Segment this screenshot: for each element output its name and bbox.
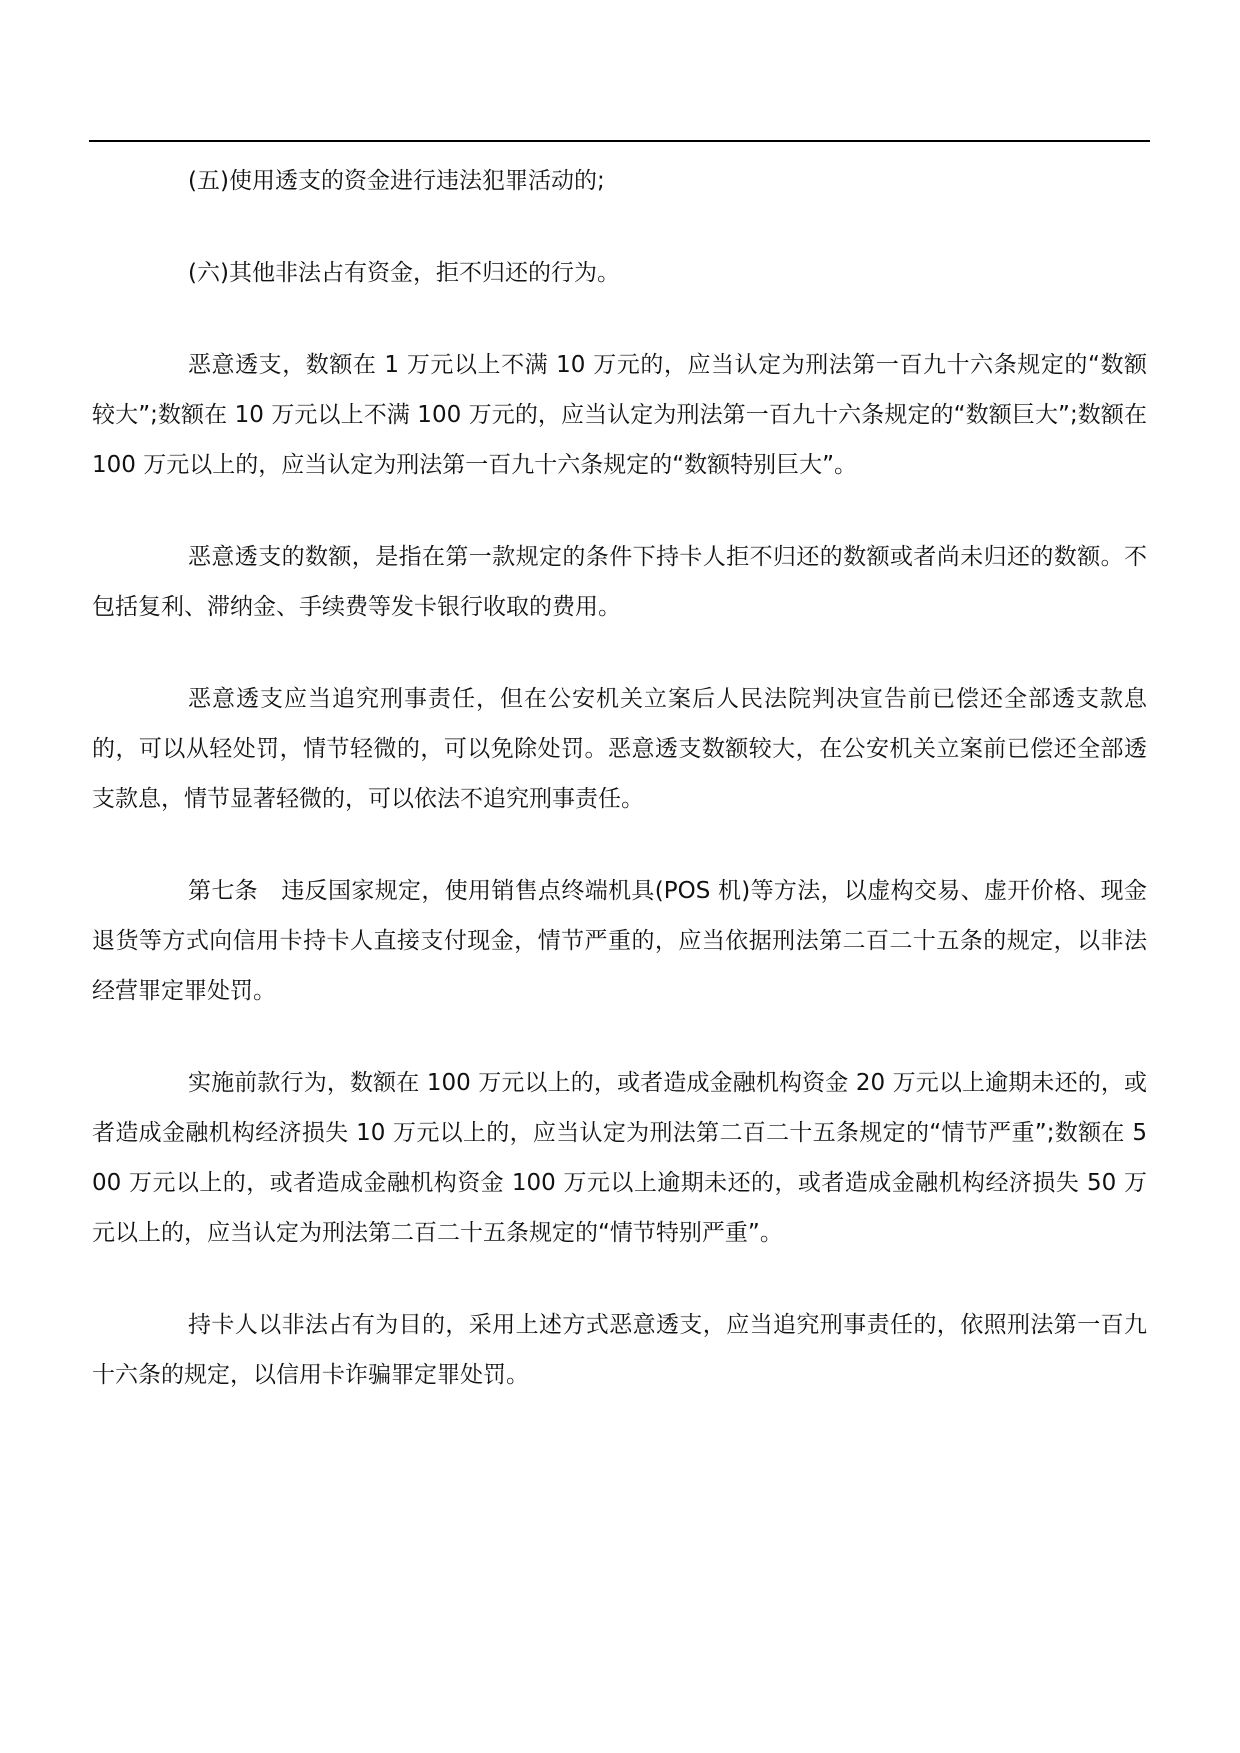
paragraph-item-6: (六)其他非法占有资金，拒不归还的行为。 <box>188 260 620 286</box>
paragraph-overdraft-thresholds: 恶意透支，数额在 1 万元以上不满 10 万元的，应当认定为刑法第一百九十六条规定的“数额较大”;数额在 10 万元以上不满 100 万元的，应当认定为刑法第一百九十六条规定的“数额巨大”;数额在 100 万元以上的，应当认定为刑法第一百九十六条规定的“数额特别巨大”。 <box>92 352 1147 478</box>
paragraph-item-5: (五)使用透支的资金进行违法犯罪活动的; <box>188 168 605 194</box>
header-rule <box>89 140 1150 142</box>
paragraph-credit-card-fraud: 持卡人以非法占有为目的，采用上述方式恶意透支，应当追究刑事责任的，依照刑法第一百九十六条的规定，以信用卡诈骗罪定罪处罚。 <box>92 1312 1147 1388</box>
paragraph-overdraft-amount-definition: 恶意透支的数额，是指在第一款规定的条件下持卡人拒不归还的数额或者尚未归还的数额。不包括复利、滞纳金、手续费等发卡银行收取的费用。 <box>92 544 1147 620</box>
paragraph-serious-circumstances: 实施前款行为，数额在 100 万元以上的，或者造成金融机构资金 20 万元以上逾期未还的，或者造成金融机构经济损失 10 万元以上的，应当认定为刑法第二百二十五条规定的“情节严重”;数额在 500 万元以上的，或者造成金融机构资金 100 万元以上逾期未还的，或者造成金融机构经济损失 50 万元以上的，应当认定为刑法第二百二十五条规定的“情节特别严重”。 <box>92 1070 1147 1246</box>
paragraph-article-seven: 第七条 违反国家规定，使用销售点终端机具(POS 机)等方法，以虚构交易、虚开价格、现金退货等方式向信用卡持卡人直接支付现金，情节严重的，应当依据刑法第二百二十五条的规定，以非法经营罪定罪处罚。 <box>92 878 1147 1004</box>
paragraph-criminal-liability: 恶意透支应当追究刑事责任，但在公安机关立案后人民法院判决宣告前已偿还全部透支款息的，可以从轻处罚，情节轻微的，可以免除处罚。恶意透支数额较大，在公安机关立案前已偿还全部透支款息，情节显著轻微的，可以依法不追究刑事责任。 <box>92 686 1147 812</box>
document-body <box>92 156 1147 1400</box>
